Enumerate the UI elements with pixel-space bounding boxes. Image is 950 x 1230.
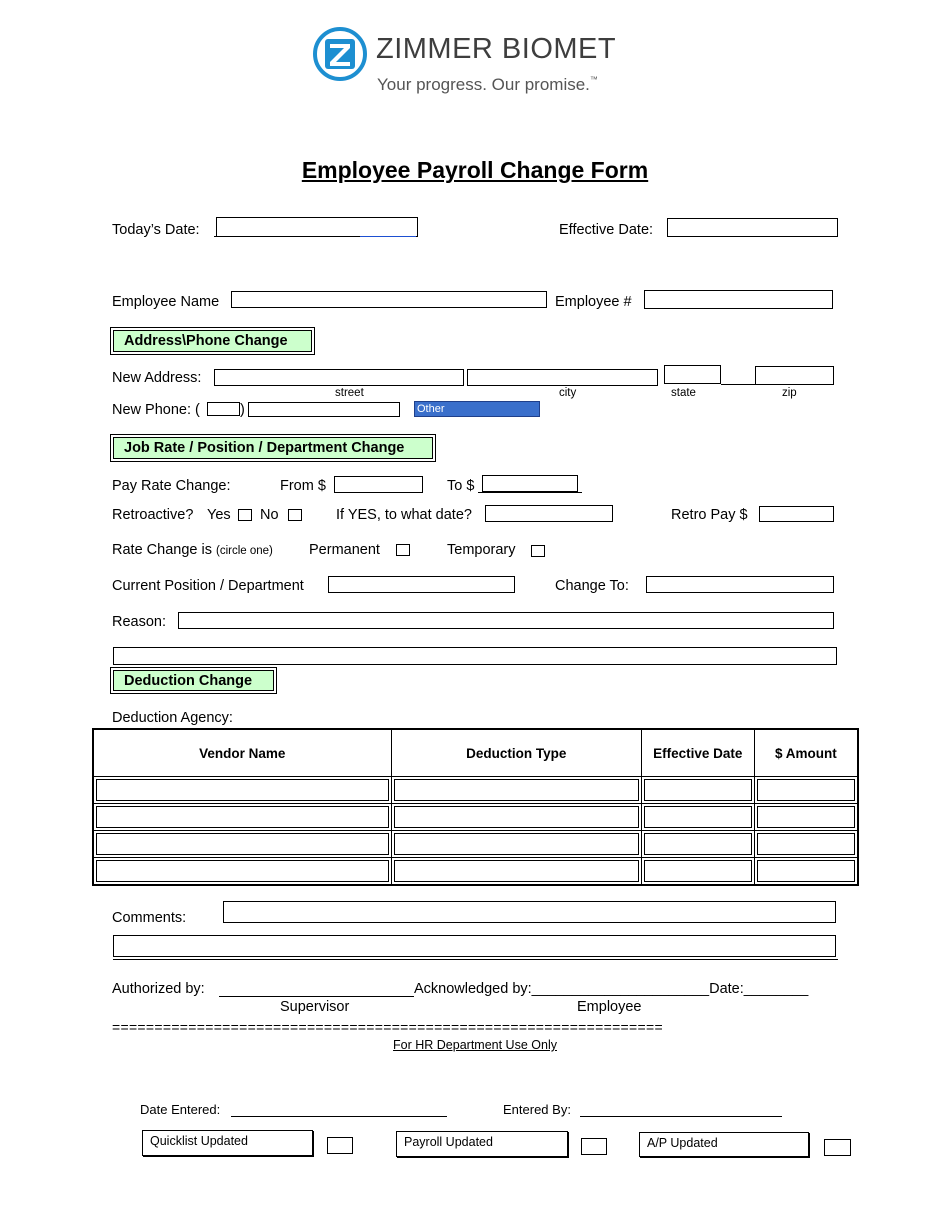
vendor-name-cell[interactable] — [96, 833, 389, 855]
employee-number-label: Employee # — [555, 294, 632, 310]
pay-rate-to-input[interactable] — [482, 475, 578, 492]
effective-date-cell[interactable] — [644, 779, 752, 801]
deduction-type-header: Deduction Type — [391, 729, 641, 777]
vendor-name-cell[interactable] — [96, 779, 389, 801]
reason-continued-input[interactable] — [113, 647, 837, 665]
retro-pay-label: Retro Pay $ — [671, 507, 748, 523]
deduction-table — [92, 728, 859, 886]
vendor-name-cell[interactable] — [96, 860, 389, 882]
todays-date-label: Today’s Date: — [112, 222, 200, 238]
deduction-table-header — [93, 729, 858, 777]
date-entered-label: Date Entered: — [140, 1102, 221, 1117]
table-row — [93, 831, 858, 858]
quicklist-updated-box: Quicklist Updated — [142, 1130, 313, 1156]
table-row — [93, 858, 858, 886]
todays-date-input[interactable] — [216, 217, 418, 237]
retroactive-label: Retroactive? — [112, 507, 194, 523]
reason-label: Reason: — [112, 614, 167, 630]
new-phone-label: New Phone: ( — [112, 402, 200, 418]
table-row — [93, 804, 858, 831]
entered-by-label: Entered By: — [503, 1102, 571, 1117]
change-to-input[interactable] — [646, 576, 834, 593]
zip-input[interactable] — [755, 366, 834, 385]
effective-date-cell[interactable] — [644, 860, 752, 882]
deduction-agency-label: Deduction Agency: — [112, 710, 233, 726]
vendor-name-cell[interactable] — [96, 806, 389, 828]
supervisor-caption: Supervisor — [280, 999, 350, 1015]
street-caption: street — [335, 387, 364, 399]
retroactive-yes-checkbox[interactable] — [238, 509, 252, 521]
effective-date-label: Effective Date: — [559, 222, 654, 238]
phone-close-paren: ) — [240, 402, 245, 418]
deduction-type-cell[interactable] — [394, 833, 639, 855]
from-label: From $ — [280, 478, 326, 494]
employee-name-input[interactable] — [231, 291, 547, 308]
to-label: To $ — [447, 478, 475, 494]
temporary-label: Temporary — [447, 542, 516, 558]
retro-date-input[interactable] — [485, 505, 613, 522]
reason-input[interactable] — [178, 612, 834, 629]
comments-continued-input[interactable] — [113, 935, 836, 957]
entered-by-line[interactable] — [580, 1116, 782, 1117]
yes-label: Yes — [207, 507, 231, 523]
permanent-checkbox[interactable] — [396, 544, 410, 556]
logo-trademark: ™ — [589, 75, 598, 84]
hr-only-label: For HR Department Use Only — [393, 1038, 557, 1052]
phone-type-dropdown[interactable]: Other — [414, 401, 540, 417]
effective-date-cell[interactable] — [644, 833, 752, 855]
zip-caption: zip — [782, 387, 797, 399]
deduction-type-cell[interactable] — [394, 779, 639, 801]
page-title: Employee Payroll Change Form — [301, 157, 649, 183]
supervisor-signature-line[interactable] — [219, 996, 414, 997]
payroll-updated-box: Payroll Updated — [396, 1131, 568, 1157]
deduction-section-header: Deduction Change — [113, 670, 274, 691]
amount-cell[interactable] — [757, 779, 855, 801]
deduction-type-cell[interactable] — [394, 806, 639, 828]
city-input[interactable] — [467, 369, 658, 386]
amount-cell[interactable] — [757, 806, 855, 828]
retro-pay-input[interactable] — [759, 506, 834, 522]
acknowledged-by-label: Acknowledged by:______________________Date:________ — [414, 981, 809, 997]
pay-rate-change-label: Pay Rate Change: — [112, 478, 231, 494]
pay-rate-from-input[interactable] — [334, 476, 423, 493]
comments-input[interactable] — [223, 901, 836, 923]
job-rate-section-header: Job Rate / Position / Department Change — [113, 437, 433, 459]
amount-header: $ Amount — [754, 729, 858, 777]
amount-cell[interactable] — [757, 833, 855, 855]
current-position-input[interactable] — [328, 576, 515, 593]
employee-number-input[interactable] — [644, 290, 833, 309]
authorized-by-label: Authorized by: — [112, 981, 205, 997]
new-address-label: New Address: — [112, 370, 202, 386]
separator-line: ================================================================= — [112, 1019, 663, 1035]
quicklist-updated-checkbox[interactable] — [327, 1137, 353, 1154]
ap-updated-checkbox[interactable] — [824, 1139, 851, 1156]
deduction-type-cell[interactable] — [394, 860, 639, 882]
circle-one-note: (circle one) — [215, 545, 273, 557]
effective-date-input[interactable] — [667, 218, 838, 237]
logo-company-name: ZIMMER BIOMET — [376, 33, 617, 65]
effective-date-header: Effective Date — [641, 729, 754, 777]
ap-updated-box: A/P Updated — [639, 1132, 809, 1157]
vendor-name-header: Vendor Name — [93, 729, 391, 777]
comments-label: Comments: — [112, 910, 187, 926]
table-row — [93, 777, 858, 804]
amount-cell[interactable] — [757, 860, 855, 882]
date-entered-line[interactable] — [231, 1116, 447, 1117]
current-position-label: Current Position / Department — [112, 578, 304, 594]
phone-number-input[interactable] — [248, 402, 400, 417]
state-caption: state — [671, 387, 696, 399]
effective-date-cell[interactable] — [644, 806, 752, 828]
state-input[interactable] — [664, 365, 721, 384]
city-caption: city — [559, 387, 577, 399]
employee-name-label: Employee Name — [112, 294, 220, 310]
retroactive-no-checkbox[interactable] — [288, 509, 302, 521]
change-to-label: Change To: — [555, 578, 629, 594]
area-code-input[interactable] — [207, 402, 240, 416]
zimmer-biomet-logo-icon — [312, 26, 368, 82]
address-phone-section-header: Address\Phone Change — [113, 330, 312, 352]
no-label: No — [260, 507, 279, 523]
logo-tagline: Your progress. Our promise. — [377, 75, 590, 94]
employee-caption: Employee — [577, 999, 642, 1015]
temporary-checkbox[interactable] — [531, 545, 545, 557]
payroll-updated-checkbox[interactable] — [581, 1138, 607, 1155]
street-input[interactable] — [214, 369, 464, 386]
if-yes-label: If YES, to what date? — [336, 507, 472, 523]
rate-change-is-label: Rate Change is — [112, 542, 212, 558]
permanent-label: Permanent — [309, 542, 380, 558]
